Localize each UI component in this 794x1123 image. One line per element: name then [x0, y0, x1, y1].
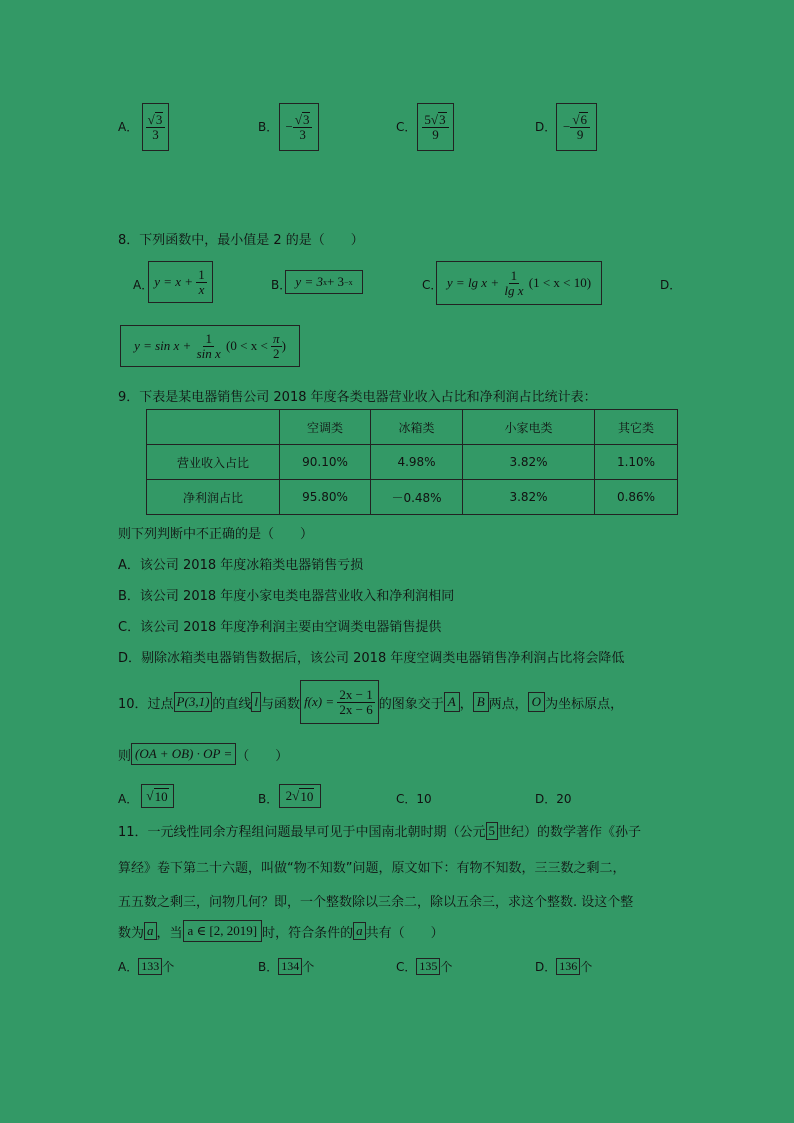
q7-option-d: D．: [535, 120, 557, 134]
q7-option-b: B．: [258, 120, 279, 134]
q9-option-a: A．该公司 2018 年度冰箱类电器销售亏损: [118, 558, 364, 573]
q8-option-a-formula: y = x + $\frac{1}{x}$: [148, 261, 213, 303]
q9-option-b: B．该公司 2018 年度小家电类电器营业收入和净利润相同: [118, 589, 455, 604]
table-header-cell: 小家电类: [463, 410, 595, 445]
table-header-row: [147, 410, 678, 445]
statistics-table: [146, 409, 678, 515]
table-cell: －0.48%: [371, 480, 463, 515]
q11-option-c: C． 135 个: [396, 959, 453, 974]
q10-option-d: D．20: [535, 792, 572, 806]
q7-option-d-value: − $\frac{√6}{9}$: [556, 103, 597, 151]
variable-a-box: a: [353, 922, 366, 940]
q9-option-d: D．剔除冰箱类电器销售数据后，该公司 2018 年度空调类电器销售净利润占比将会降低: [118, 651, 625, 666]
table-cell: 3.82%: [463, 480, 595, 515]
q9-stem: 9．下表是某电器销售公司 2018 年度各类电器营业收入占比和净利润占比统计表：: [118, 390, 597, 405]
function-box: f(x) = $\frac{2x - 1}{2x - 6}$: [300, 680, 379, 724]
q10-stem-line1: 10．过点 P(3,1) 的直线 l 与函数 f(x) = $\frac{2x - 1}{2x - 6}$ 的图象交于 A ， B 两点， O 为坐标原点，: [118, 680, 623, 724]
q11-option-d: D． 136 个: [535, 959, 593, 974]
q8-option-d-letter: D．: [660, 278, 682, 292]
q7-option-a-value: $\frac{√3}{3}$: [142, 103, 169, 151]
q10-option-b-letter: B．: [258, 792, 279, 806]
q11-line3: 五五数之剩三，问物几何？即，一个整数除以三余二，除以五余三，求这个整数. 设这个整: [118, 895, 634, 910]
q8-option-c-letter: C．: [422, 278, 443, 292]
table-cell: 0.86%: [595, 480, 678, 515]
q7-option-c: C．: [396, 120, 417, 134]
table-cell: 营业收入占比: [147, 445, 280, 480]
q8-option-d-formula: y = sin x + $\frac{1}{\text{sin x}}$ (0 < x < $\frac{\pi}{2}$ ): [120, 325, 300, 367]
q8-option-b-formula: y = 3 x + 3 −x: [285, 270, 363, 294]
q10-stem-line2: 则 (OA + OB) · OP = （ ）: [118, 740, 288, 768]
table-cell: 90.10%: [280, 445, 371, 480]
line-l-box: l: [251, 692, 261, 712]
table-cell: 95.80%: [280, 480, 371, 515]
origin-o-box: O: [528, 692, 545, 712]
q11-line1: 11．一元线性同余方程组问题最早可见于中国南北朝时期（公元 5 世纪）的数学著作《孙子: [118, 822, 642, 840]
table-cell: 4.98%: [371, 445, 463, 480]
variable-a-box: a: [144, 922, 157, 940]
q11-line2: 算经》卷下第二十六题，叫做“物不知数”问题，原文如下：有物不知数，三三数之剩二，: [118, 861, 626, 876]
point-p-box: P(3,1): [174, 692, 213, 712]
table-cell: 3.82%: [463, 445, 595, 480]
table-header-cell: 空调类: [280, 410, 371, 445]
q8-option-c-formula: y = lg x + $\frac{1}{\text{lg x}}$ (1 < x < 10): [436, 261, 602, 305]
q10-option-a-letter: A．: [118, 792, 139, 806]
point-b-box: B: [473, 692, 489, 712]
q11-option-a: A． 133 个: [118, 959, 175, 974]
table-header-cell: [147, 410, 280, 445]
vector-expression-box: (OA + OB) · OP =: [131, 743, 236, 765]
q10-option-c: C．10: [396, 792, 432, 806]
q10-option-b-value: 2 √ 10: [279, 784, 321, 808]
century-box: 5: [486, 822, 499, 840]
range-box: a ∈ [2, 2019]: [183, 920, 263, 942]
table-cell: 1.10%: [595, 445, 678, 480]
table-header-cell: 其它类: [595, 410, 678, 445]
q8-option-a-letter: A．: [133, 278, 154, 292]
q8-stem: 8．下列函数中，最小值是 2 的是（ ）: [118, 233, 364, 248]
q7-option-a: A．: [118, 120, 139, 134]
q11-option-b: B． 134 个: [258, 959, 315, 974]
q8-option-b-letter: B．: [271, 278, 292, 292]
q9-ask: 则下列判断中不正确的是（ ）: [118, 527, 314, 542]
q11-line4: 数为 a ，当 a ∈ [2, 2019] 时，符合条件的 a 共有（ ）: [118, 920, 444, 942]
q7-option-b-value: − $\frac{√3}{3}$: [279, 103, 319, 151]
q7-option-c-value: $\frac{5√3}{9}$: [417, 103, 454, 151]
q9-option-c: C．该公司 2018 年度净利润主要由空调类电器销售提供: [118, 620, 442, 635]
table-row: [147, 445, 678, 480]
table-cell: 净利润占比: [147, 480, 280, 515]
table-row: [147, 480, 678, 515]
table-header-cell: 冰箱类: [371, 410, 463, 445]
point-a-box: A: [444, 692, 460, 712]
q10-option-a-value: √ 10: [141, 784, 174, 808]
